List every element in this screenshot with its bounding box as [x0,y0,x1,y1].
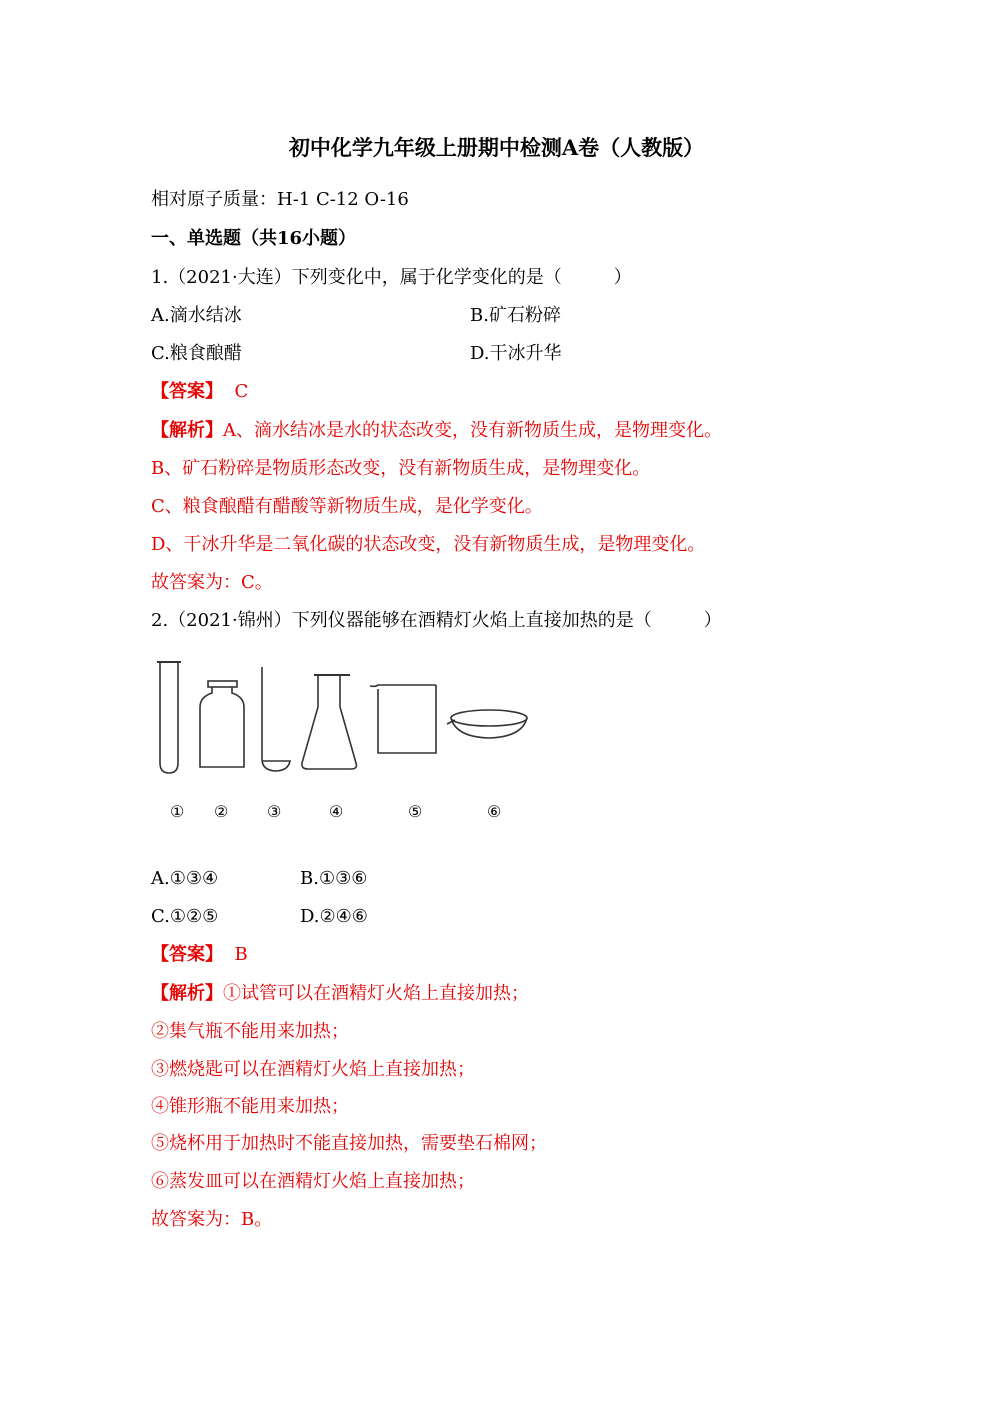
figure-label-3: ③ [267,802,282,821]
combustion-spoon-drawing [262,667,290,771]
question-1-analysis-text-1: A、滴水结冰是水的状态改变，没有新物质生成，是物理变化。 [223,420,722,441]
question-2-analysis-line-5: ⑤烧杯用于加热时不能直接加热，需要垫石棉网； [151,1133,547,1154]
question-2-analysis-line-6: ⑥蒸发皿可以在酒精灯火焰上直接加热； [151,1171,475,1192]
question-1-analysis-label: 【解析】 [151,420,223,441]
question-2-stem-text: 2.（2021·锦州）下列仪器能够在酒精灯火焰上直接加热的是（ [151,610,652,631]
page-title: 初中化学九年级上册期中检测A卷（人教版） [288,135,705,160]
section-heading: 一、单选题（共16小题） [151,228,357,249]
question-1-option-b: B.矿石粉碎 [470,305,561,326]
question-2-option-a: A.①③④ [151,868,219,889]
question-1-answer-label: 【答案】 [151,381,223,402]
question-2-option-d: D.②④⑥ [300,906,368,927]
question-1-answer-value: C [234,381,249,402]
evaporating-dish-drawing [447,710,527,738]
test-tube-drawing [157,662,181,773]
question-1-analysis-line-3: C、粮食酿醋有醋酸等新物质生成，是化学变化。 [151,496,543,517]
gas-bottle-drawing [200,681,244,767]
question-2-analysis-line-4: ④锥形瓶不能用来加热； [151,1096,349,1117]
question-2-analysis-line-1 [151,983,529,1005]
question-1-analysis-line-1 [151,420,722,442]
question-1-option-d: D.干冰升华 [470,343,562,364]
question-2-option-b: B.①③⑥ [300,868,368,889]
figure-label-1: ① [170,802,185,821]
question-1-option-c: C.粮食酿醋 [151,343,242,364]
figure-label-4: ④ [329,802,344,821]
question-2-analysis-conclusion: 故答案为：B。 [151,1209,273,1230]
question-2-stem-close: ） [703,610,722,631]
question-2-answer-label: 【答案】 [151,944,223,965]
question-1-stem-close: ） [613,267,632,288]
question-2-answer [151,944,248,966]
question-1-stem [151,267,632,289]
question-1-answer [151,381,248,403]
atomic-mass-line: 相对原子质量：H-1 C-12 O-16 [151,189,409,210]
question-1-option-a: A.滴水结冰 [151,305,242,326]
beaker-drawing [370,685,436,753]
question-2-answer-value: B [234,944,248,965]
conical-flask-drawing [302,675,357,769]
question-1-analysis-line-2: B、矿石粉碎是物质形态改变，没有新物质生成，是物理变化。 [151,458,651,479]
figure-label-6: ⑥ [487,802,502,821]
question-1-analysis-conclusion: 故答案为：C。 [151,572,273,593]
figure-label-5: ⑤ [408,802,423,821]
question-2-analysis-text-1: ①试管可以在酒精灯火焰上直接加热； [223,983,529,1004]
question-2-analysis-label: 【解析】 [151,983,223,1004]
question-2-stem [151,610,722,632]
figure-label-2: ② [214,802,229,821]
question-2-analysis-line-3: ③燃烧匙可以在酒精灯火焰上直接加热； [151,1059,475,1080]
question-2-analysis-line-2: ②集气瓶不能用来加热； [151,1021,349,1042]
question-1-stem-text: 1.（2021·大连）下列变化中，属于化学变化的是（ [151,267,562,288]
question-1-analysis-line-4: D、干冰升华是二氧化碳的状态改变，没有新物质生成，是物理变化。 [151,534,706,555]
question-2-option-c: C.①②⑤ [151,906,219,927]
